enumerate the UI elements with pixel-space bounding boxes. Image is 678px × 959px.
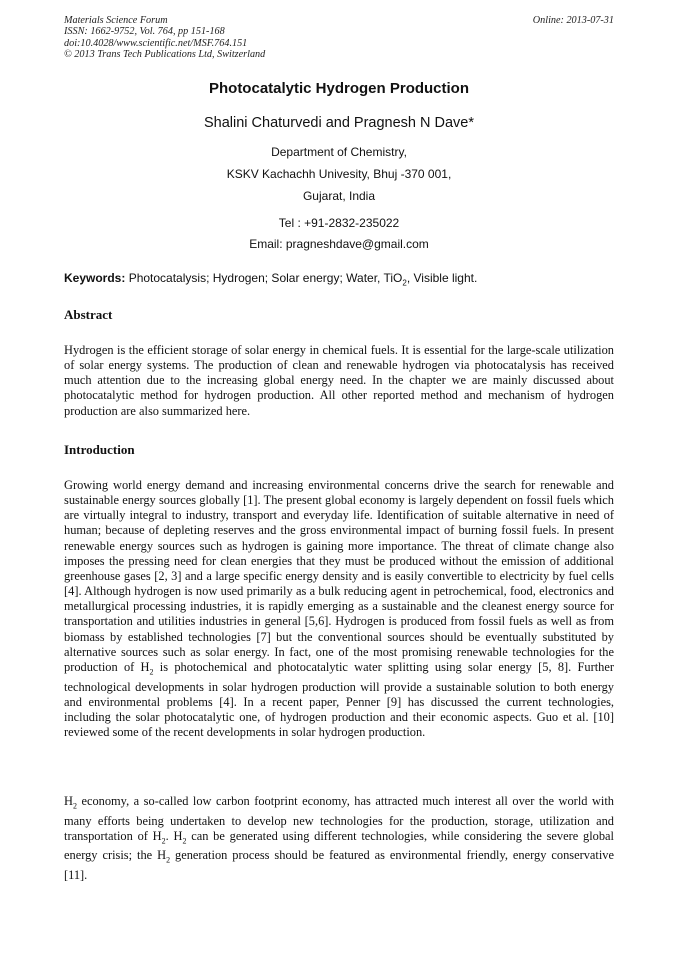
intro-p1-text: Growing world energy demand and increasing environmental concerns drive the search for renewable and sustainable energy sources globally [1]. The present global economy is largely dependent on fossil fuels which are virtually integral to industry, transport and everyday life. Identification of suitable alternative in need of human; because of depleting reserves and the gross environmental impact of burning fossil fuels. In present renewable energy sources such as hydrogen is gaining more importance. The threat of climate change also imposes the pressing need for clean energies that they must be produced without the emission of additional greenhouse gases [2, 3] and a large specific energy density and is easily convertible to electricity by fuel cells [4]. Although hydrogen is now used primarily as a bulk reducing agent in petrochemical, food, electronics and metallurgical processing industries, it is rapidly emerging as a sustainable and the cleanest energy source for transportation and utilities industries in general [5,6]. Hydrogen is produced from fossil fuels as well as from biomass by established technologies [7] but the conventional sources should be eventually substituted by alternative sources such as solar energy. In fact, one of the most promising renewable technologies for the production of H [64, 478, 614, 674]
university: KSKV Kachachh Univesity, Bhuj -370 001, [226, 167, 452, 181]
intro-p2-sub2: 2 [161, 836, 166, 846]
intro-p2-d: can be generated using different technologies, while considering the severe global energy crisis; the H [64, 828, 614, 863]
issn-line: ISSN: 1662-9752, Vol. 764, pp 151-168 [64, 26, 225, 38]
authors: Shalini Chaturvedi and Pragnesh N Dave* [203, 115, 475, 131]
introduction-heading: Introduction [64, 442, 135, 457]
keywords-label: Keywords: [64, 271, 126, 285]
doi-line: doi:10.4028/www.scientific.net/MSF.764.151 [64, 37, 248, 49]
email: Email: pragneshdave@gmail.com [249, 237, 429, 251]
intro-p2-b: economy, a so-called low carbon footprint economy, has attracted much interest all over the world with many efforts being undertaken to develop new technologies for the production, storage, utilization and transportation of H [64, 794, 614, 843]
copyright-line: © 2013 Trans Tech Publications Ltd, Switzerland [64, 48, 266, 60]
journal-header [64, 15, 265, 60]
online-date: Online: 2013-07-31 [532, 15, 614, 26]
intro-p2-sub4: 2 [166, 855, 171, 865]
abstract-heading: Abstract [64, 307, 113, 322]
introduction-paragraph-1 [64, 478, 614, 740]
paper-title: Photocatalytic Hydrogen Production [208, 80, 470, 97]
department: Department of Chemistry, [271, 145, 407, 159]
journal-name: Materials Science Forum [64, 15, 168, 26]
keywords-subscript: 2 [402, 278, 407, 288]
keywords-text: Photocatalysis; Hydrogen; Solar energy; Water, TiO [125, 271, 403, 285]
intro-p2-sub3: 2 [182, 836, 187, 846]
intro-p2-c: . H [165, 828, 183, 843]
intro-p1-sub: 2 [149, 667, 154, 677]
location: Gujarat, India [302, 189, 376, 203]
abstract-text: Hydrogen is the efficient storage of solar energy in chemical fuels. It is essential for the large-scale utilization of solar energy systems. The production of clean and renewable hydrogen via photocatalysis has received much attention due to the increasing global energy need. In the chapter we are mainly discussed about photocatalytic method for hydrogen production. All other reported method and mechanism of hydrogen production are also summarized here. [64, 343, 614, 418]
intro-p2-a: H [64, 794, 73, 808]
keywords-text-end: , Visible light. [406, 271, 478, 285]
telephone: Tel : +91-2832-235022 [278, 216, 400, 230]
keywords [64, 271, 477, 287]
intro-p2-e: generation process should be featured as environmental friendly, energy conservative [11]. [64, 848, 614, 883]
intro-p2-sub1: 2 [72, 801, 77, 811]
introduction-paragraph-2 [64, 794, 614, 883]
intro-p1-text-cont: is photochemical and photocatalytic water splitting using solar energy [5, 8]. Further technological developments in solar hydrogen production will provide a sustainable solution to both energy and environmental problems [4]. In a recent paper, Penner [9] has discussed the current technologies, including the solar photocatalytic one, of hydrogen production and their economic aspects. Guo et al. [10] reviewed some of the recent developments in solar hydrogen production. [64, 659, 614, 739]
